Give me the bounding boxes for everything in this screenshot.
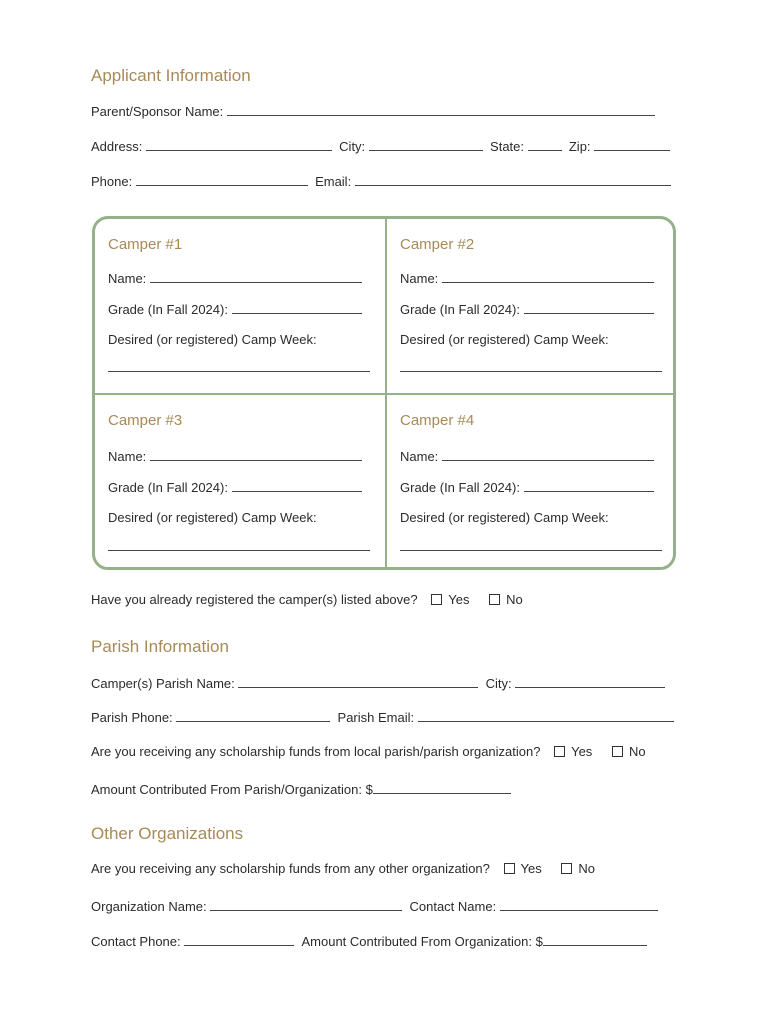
contact-name-field[interactable] [500,898,658,911]
email-label: Email: [315,174,352,189]
contact-phone-label: Contact Phone: [91,934,181,949]
contact-name-label: Contact Name: [409,899,497,914]
email-field[interactable] [355,173,671,186]
parish-phone-field[interactable] [176,709,330,722]
address-field[interactable] [146,138,332,151]
camper-2-week-field[interactable] [400,359,662,372]
parish-amount-row [91,781,511,798]
parish-email-field[interactable] [418,709,674,722]
state-label: State: [490,139,524,154]
camper-4-week-label: Desired (or registered) Camp Week: [400,510,609,525]
parish-city-label: City: [485,676,512,691]
parish-phone-label: Parish Phone: [91,710,173,725]
phone-row [91,173,671,190]
camper-4-grade-label: Grade (In Fall 2024): [400,480,520,495]
parish-amount-label: Amount Contributed From Parish/Organization: $ [91,782,373,797]
registered-no-label: No [506,592,523,607]
camper-1-cell [95,219,385,393]
camper-2-grade-field[interactable] [524,301,654,314]
parish-name-field[interactable] [238,675,478,688]
parish-no-label: No [628,744,646,759]
camper-2-grade-label: Grade (In Fall 2024): [400,302,520,317]
parish-email-label: Parish Email: [337,710,415,725]
org-amount-field[interactable] [543,933,647,946]
zip-label: Zip: [568,139,591,154]
parish-heading: Parish Information [91,637,229,656]
other-scholarship-row [91,861,595,877]
org-amount-label: Amount Contributed From Organization: $ [301,934,543,949]
address-row [91,138,670,155]
registered-yes-label: Yes [448,592,470,607]
camper-3-week-field[interactable] [108,538,370,551]
parish-contact-row [91,709,674,726]
camper-3-title: Camper #3 [108,412,183,429]
camper-4-name-label: Name: [400,449,439,464]
state-field[interactable] [528,138,562,151]
camper-3-name-field[interactable] [150,448,362,461]
camper-3-name-label: Name: [108,449,147,464]
parish-scholarship-row [91,744,646,760]
parent-name-field[interactable] [227,103,655,116]
camper-4-title: Camper #4 [400,412,475,429]
camper-4-week-field[interactable] [400,538,662,551]
org-name-row [91,898,658,915]
city-field[interactable] [369,138,483,151]
org-name-label: Organization Name: [91,899,207,914]
parish-name-row [91,675,665,692]
parish-no-checkbox[interactable] [612,746,623,757]
camper-3-cell [95,395,385,569]
camper-4-grade-field[interactable] [524,479,654,492]
parish-yes-checkbox[interactable] [554,746,565,757]
camper-3-grade-label: Grade (In Fall 2024): [108,480,228,495]
parish-scholarship-question: Are you receiving any scholarship funds from local parish/parish organization? [91,744,541,759]
contact-phone-field[interactable] [184,933,294,946]
city-label: City: [339,139,366,154]
org-name-field[interactable] [210,898,402,911]
other-no-label: No [578,861,595,876]
phone-label: Phone: [91,174,133,189]
address-label: Address: [91,139,143,154]
other-heading: Other Organizations [91,824,244,843]
camper-1-week-label: Desired (or registered) Camp Week: [108,332,317,347]
camper-4-name-field[interactable] [442,448,654,461]
camper-2-week-label: Desired (or registered) Camp Week: [400,332,609,347]
parish-name-label: Camper(s) Parish Name: [91,676,235,691]
registered-no-checkbox[interactable] [489,594,500,605]
other-yes-checkbox[interactable] [504,863,515,874]
phone-field[interactable] [136,173,308,186]
parent-name-label: Parent/Sponsor Name: [91,104,224,119]
zip-field[interactable] [594,138,670,151]
other-scholarship-question: Are you receiving any scholarship funds from any other organization? [91,861,490,876]
camper-1-title: Camper #1 [108,236,183,253]
other-yes-label: Yes [520,861,542,876]
camper-3-grade-field[interactable] [232,479,362,492]
camper-1-name-field[interactable] [150,270,362,283]
camper-2-title: Camper #2 [400,236,475,253]
registered-row [91,592,523,608]
registered-question: Have you already registered the camper(s) listed above? [91,592,418,607]
camper-3-week-label: Desired (or registered) Camp Week: [108,510,317,525]
camper-1-grade-label: Grade (In Fall 2024): [108,302,228,317]
parish-city-field[interactable] [515,675,665,688]
parish-yes-label: Yes [571,744,593,759]
applicant-heading: Applicant Information [91,66,251,85]
contact-phone-row [91,933,647,950]
camper-2-name-label: Name: [400,271,439,286]
other-no-checkbox[interactable] [561,863,572,874]
camper-1-grade-field[interactable] [232,301,362,314]
camper-1-name-label: Name: [108,271,147,286]
registered-yes-checkbox[interactable] [431,594,442,605]
parish-amount-field[interactable] [373,781,511,794]
camper-4-cell [387,395,677,569]
campers-box [92,216,676,570]
camper-2-cell [387,219,677,393]
camper-1-week-field[interactable] [108,359,370,372]
parent-row [91,103,655,120]
camper-2-name-field[interactable] [442,270,654,283]
